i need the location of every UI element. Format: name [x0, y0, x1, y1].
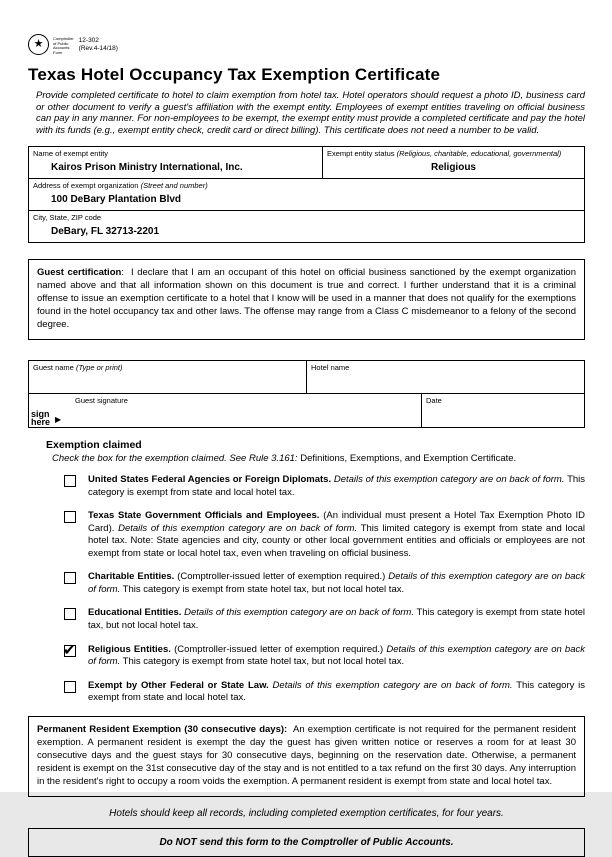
- guest-name-field[interactable]: [29, 361, 306, 393]
- exemption-item-text: [88, 607, 585, 632]
- guest-name-label-paren: (Type or print): [75, 363, 123, 373]
- exemption-instruction: [52, 453, 585, 464]
- entity-address-field[interactable]: [29, 179, 584, 210]
- certification-colon: :: [121, 266, 124, 278]
- exemption-item-text: [88, 571, 585, 596]
- entity-address-label: [33, 181, 580, 190]
- date-label: Date: [426, 396, 442, 406]
- item-rest: This category is exempt from state and local hotel tax.: [88, 474, 586, 498]
- exemption-item-federal: [64, 474, 585, 499]
- agency-line: of Public: [53, 40, 69, 46]
- checkbox-federal[interactable]: [64, 475, 76, 487]
- sign-here-arrow-icon: ▶: [55, 415, 62, 425]
- guest-name-label-text: Guest name: [33, 363, 74, 373]
- guest-row-signature-date: [29, 393, 584, 427]
- exemption-item-charitable: [64, 571, 585, 596]
- agency-line: Form: [53, 49, 63, 55]
- item-rest: This category is exempt from state hotel tax, but not local hotel tax.: [122, 583, 405, 595]
- certification-body: I declare that I am an occupant of this hotel on official business sanctioned by the exempt organization named above and that all information shown on this document is true and correct. I further understand that it is a criminal offense to issue an exemption certificate to a hotel that I know will be used in a manner that does not qualify for the exemptions found in the hotel occupancy tax and other laws. The offense may range from a Class C misdemeanor to a felony of the second degree.: [37, 266, 576, 331]
- do-not-send-box: Do NOT send this form to the Comptroller of Public Accounts.: [28, 828, 585, 857]
- checkbox-texas-state[interactable]: [64, 511, 76, 523]
- checkbox-charitable[interactable]: [64, 572, 76, 584]
- entity-status-label: [327, 149, 580, 158]
- comptroller-seal-icon: ★: [28, 34, 49, 55]
- item-rest: This category is exempt from state hotel tax, but not local hotel tax.: [88, 607, 586, 632]
- item-details: Details of this exemption category are on back of form.: [272, 679, 513, 691]
- item-title: Religious Entities.: [88, 643, 171, 655]
- exemption-item-educational: [64, 607, 585, 632]
- entity-row-name-status: [29, 147, 584, 178]
- item-title: United States Federal Agencies or Foreign Diplomats.: [88, 474, 332, 486]
- exemption-heading: Exemption claimed: [46, 439, 142, 452]
- exemption-item-text: [88, 474, 585, 499]
- exemption-item-text: [88, 510, 585, 560]
- permanent-resident-box: [28, 716, 585, 798]
- item-title: Texas State Government Officials and Employees.: [88, 510, 320, 522]
- exemption-instruction-italic: Check the box for the exemption claimed. See Rule 3.161:: [52, 453, 298, 465]
- records-note: Hotels should keep all records, including completed exemption certificates, for four years.: [109, 808, 504, 820]
- exemption-item-text: [88, 644, 585, 669]
- form-number: [79, 37, 118, 54]
- entity-row-city: [29, 210, 584, 242]
- entity-address-value[interactable]: 100 DeBary Plantation Blvd: [51, 193, 182, 205]
- agency-line: Accounts: [53, 45, 70, 51]
- entity-row-address: [29, 178, 584, 210]
- hotel-name-label: Hotel name: [311, 363, 350, 373]
- entity-status-value[interactable]: Religious: [430, 161, 476, 173]
- item-title: Exempt by Other Federal or State Law.: [88, 679, 269, 691]
- hotel-name-field[interactable]: [306, 361, 584, 393]
- item-rest: This category is exempt from state and local hotel tax.: [88, 679, 586, 704]
- checkbox-educational[interactable]: [64, 608, 76, 620]
- exemption-item-other-law: [64, 680, 585, 705]
- item-paren: (Comptroller-issued letter of exemption required.): [177, 571, 386, 583]
- exemption-item-text: [88, 680, 585, 705]
- item-details: Details of this exemption category are on back of form.: [333, 474, 565, 486]
- entity-city-label: City, State, ZIP code: [33, 212, 102, 222]
- permanent-resident-lead: Permanent Resident Exemption (30 consecutive days):: [37, 723, 288, 735]
- sign-here-indicator: [31, 408, 62, 427]
- entity-table: [28, 146, 585, 243]
- intro-paragraph: Provide completed certificate to hotel to claim exemption from hotel tax. Hotel operators should request a photo ID, business card or other document to verify a guest's affiliation with the exempt entity. Employees of exempt entities traveling on official business can pay in any manner. For non-employees to be exempt, the exempt entity must provide a completed certificate and pay the hotel with its funds (e.g., exempt entity check, credit card or direct billing). This certificate does not need a number to be valid.: [36, 90, 585, 137]
- permanent-resident-body: An exemption certificate is not required for the permanent resident exemption. A permanent resident is exempt the day the guest has given written notice or reserves a room for at least 30 consecutive days and the guest stays for 30 consecutive days, beginning on the reservation date. Otherwise, a permanent resident is exempt on the 31st consecutive day of the stay and is not entitled to a tax refund on the first 30 days. Any interruption in the resident's right to occupy a room voids the exemption. A permanent resident is exempt from state and local hotel tax.: [37, 723, 576, 788]
- guest-signature-label: Guest signature: [75, 396, 128, 406]
- guest-row-name-hotel: [29, 361, 584, 393]
- item-rest: This category is exempt from state hotel tax, but not local hotel tax.: [122, 656, 405, 668]
- form-header: [28, 34, 585, 58]
- entity-city-value[interactable]: DeBary, FL 32713-2201: [51, 225, 160, 237]
- item-details: Details of this exemption category are on back of form.: [118, 522, 358, 534]
- exemption-instruction-rest: Definitions, Exemptions, and Exemption Certificate.: [300, 453, 517, 465]
- sign-here-line1: sign: [31, 408, 50, 419]
- entity-address-label-text: Address of exempt organization: [33, 180, 139, 190]
- entity-name-field[interactable]: [29, 147, 322, 178]
- item-details: Details of this exemption category are on back of form.: [184, 607, 414, 619]
- guest-name-label: [33, 363, 302, 372]
- checkbox-religious[interactable]: [64, 645, 76, 657]
- item-paren: (An individual must present a Hotel Tax Exemption Photo ID Card).: [88, 510, 585, 534]
- checkbox-other-law[interactable]: [64, 681, 76, 693]
- form-revision: (Rev.4-14/18): [78, 45, 118, 53]
- entity-status-label-paren: (Religious, charitable, educational, governmental): [396, 148, 562, 158]
- sign-here-line2: here: [31, 416, 51, 427]
- item-title: Charitable Entities.: [88, 571, 175, 583]
- page-title: Texas Hotel Occupancy Tax Exemption Certificate: [28, 65, 441, 84]
- entity-name-label: Name of exempt entity: [33, 148, 109, 158]
- entity-name-value[interactable]: Kairos Prison Ministry International, Inc.: [51, 161, 243, 173]
- entity-city-field[interactable]: [29, 211, 584, 242]
- entity-address-label-paren: (Street and number): [140, 180, 208, 190]
- guest-signature-field[interactable]: [29, 394, 421, 427]
- date-field[interactable]: [421, 394, 584, 427]
- guest-certification-box: [28, 259, 585, 341]
- guest-table: [28, 360, 585, 428]
- certification-lead: Guest certification: [37, 266, 122, 278]
- exemption-item-religious: [64, 644, 585, 669]
- agency-name: [53, 37, 74, 55]
- item-rest: This limited category is exempt from state and local hotel tax. Note: State agencies and city, county or other local government entities and officials or employees are not exempt from state or local hotel tax, even when traveling on official business.: [88, 522, 586, 559]
- item-paren: (Comptroller-issued letter of exemption required.): [174, 643, 384, 655]
- item-title: Educational Entities.: [88, 607, 182, 619]
- entity-status-field[interactable]: [322, 147, 584, 178]
- form-number-value: 12-302: [78, 37, 99, 44]
- agency-line: Comptroller: [53, 36, 74, 41]
- exemption-item-texas-state: [64, 510, 585, 560]
- item-details: Details of this exemption category are on back of form.: [88, 571, 585, 595]
- item-details: Details of this exemption category are on back of form.: [88, 643, 586, 668]
- entity-status-label-text: Exempt entity status: [327, 148, 395, 158]
